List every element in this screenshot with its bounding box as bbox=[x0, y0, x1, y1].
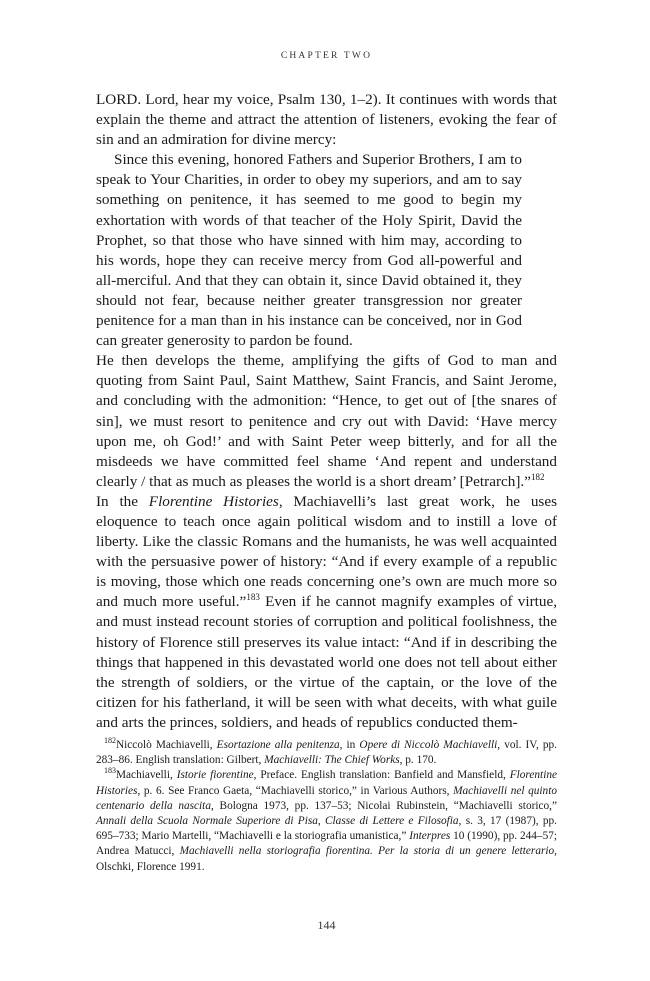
footnote-title: Machiavelli: The Chief Works bbox=[264, 754, 400, 767]
paragraph-3 bbox=[96, 492, 557, 733]
footnote-text: , Preface. English translation: Banfield and Mansfield, bbox=[253, 769, 510, 782]
footnote-text: Niccolò Machiavelli, bbox=[116, 739, 217, 751]
footnote-ref-182[interactable]: 182 bbox=[530, 471, 545, 482]
footnote-title: Machiavelli nel quinto centenario della nascita bbox=[96, 784, 557, 812]
footnote-text: , p. 6. See Franco Gaeta, “Machiavelli storico,” in Various Authors, bbox=[137, 784, 454, 797]
body-text bbox=[96, 90, 557, 733]
footnote-title: Istorie fiorentine bbox=[176, 769, 254, 782]
footnote-text: , s. 3, 17 (1987), pp. 695–733; Mario Martelli, “Machiavelli e la storiografia umanistica,” bbox=[96, 815, 557, 843]
footnote-ref-183[interactable]: 183 bbox=[246, 592, 260, 603]
paragraph-1: LORD. Lord, hear my voice, Psalm 130, 1–2). It continues with words that explain the theme and attract the attention of listeners, evoking the fear of sin and an admiration for divine mercy: bbox=[96, 91, 557, 149]
footnote-text: , Olschki, Florence 1991. bbox=[96, 845, 557, 873]
block-quote: Since this evening, honored Fathers and Superior Brothers, I am to speak to Your Charities, in order to obey my superiors, and am to say something on penitence, it has seemed to me good to begin my exhortation with words of that teacher of the Holy Spirit, David the Prophet, so that those who have sinned with him may, according to his words, hope they can receive mercy from God all-powerful and all-merciful. And that they can obtain it, since David obtained it, they should not fear, because neither greater transgression nor greater penitence for a man than in his instance can be conceived, nor in God can greater generosity to pardon be found. bbox=[96, 151, 522, 350]
footnote-text: , in bbox=[339, 739, 360, 751]
footnotes bbox=[96, 738, 557, 875]
paragraph-3-text-a: In the bbox=[96, 492, 149, 510]
running-head: CHAPTER TWO bbox=[280, 51, 373, 61]
footnote-title: Florentine Histories bbox=[96, 769, 558, 797]
footnote-182 bbox=[96, 738, 557, 768]
footnote-text: 10 (1990), pp. 244–57; Andrea Matucci, bbox=[96, 830, 557, 858]
footnote-number: 182 bbox=[104, 736, 116, 746]
paragraph-3-text-b: , Machiavelli’s last great work, he uses eloquence to teach once again political wisdom and to instill a love of liberty. Like the classic Romans and the humanists, he was well acquainted with the persuasive power of history: “And if every example of a republic is moving, those which one reads concerning one’s own are much more so and much more useful.” bbox=[96, 492, 557, 611]
footnote-text: Machiavelli, bbox=[116, 769, 177, 782]
footnote-text: , Bologna 1973, pp. 137–53; Nicolai Rubinstein, “Machiavelli storico,” bbox=[210, 799, 557, 812]
page-number: 144 bbox=[317, 918, 336, 932]
footnote-title: Machiavelli nella storiografia fiorentina. Per la storia di un genere letterario bbox=[179, 845, 555, 858]
footnote-text: , p. 170. bbox=[399, 754, 437, 767]
footnote-number: 183 bbox=[104, 766, 116, 776]
paragraph-2-text: He then develops the theme, amplifying the gifts of God to man and quoting from Saint Paul, Saint Matthew, Saint Francis, and Saint Jerome, and concluding with the admonition: “Hence, to get out of [the snares of sin], we must resort to penitence and cry out with David: ‘Have mercy upon me, oh God!’ and with Saint Peter weep bitterly, and for all the misdeeds we have committed feel shame ‘And repent and understand clearly / that as much as pleases the world is a short dream’ [Petrarch].” bbox=[96, 352, 557, 490]
footnote-text: , vol. IV, pp. 283–86. English translation: Gilbert, bbox=[96, 739, 557, 767]
footnote-title: Annali della Scuola Normale Superiore di Pisa, Classe di Lettere e Filosofia bbox=[96, 815, 459, 828]
paragraph-3-title: Florentine Histories bbox=[148, 492, 279, 510]
footnote-title: Esortazione alla penitenza bbox=[216, 739, 340, 751]
footnote-title: Opere di Niccolò Machiavelli bbox=[359, 739, 498, 751]
footnote-183 bbox=[96, 768, 557, 874]
paragraph-3-text-c: Even if he cannot magnify examples of virtue, and must instead recount stories of corruption and political foolishness, the history of Florence still preserves its value intact: “And if in describing the things that happened in this devastated world one does not tell about either the strength of soldiers, or the virtue of the captain, or the love of the citizen for his fatherland, it will be seen with what deceits, with what guile and arts the princes, soldiers, and heads of republics conducted them- bbox=[96, 593, 558, 731]
paragraph-2 bbox=[96, 351, 557, 492]
footnote-title: Interpres bbox=[409, 830, 451, 843]
